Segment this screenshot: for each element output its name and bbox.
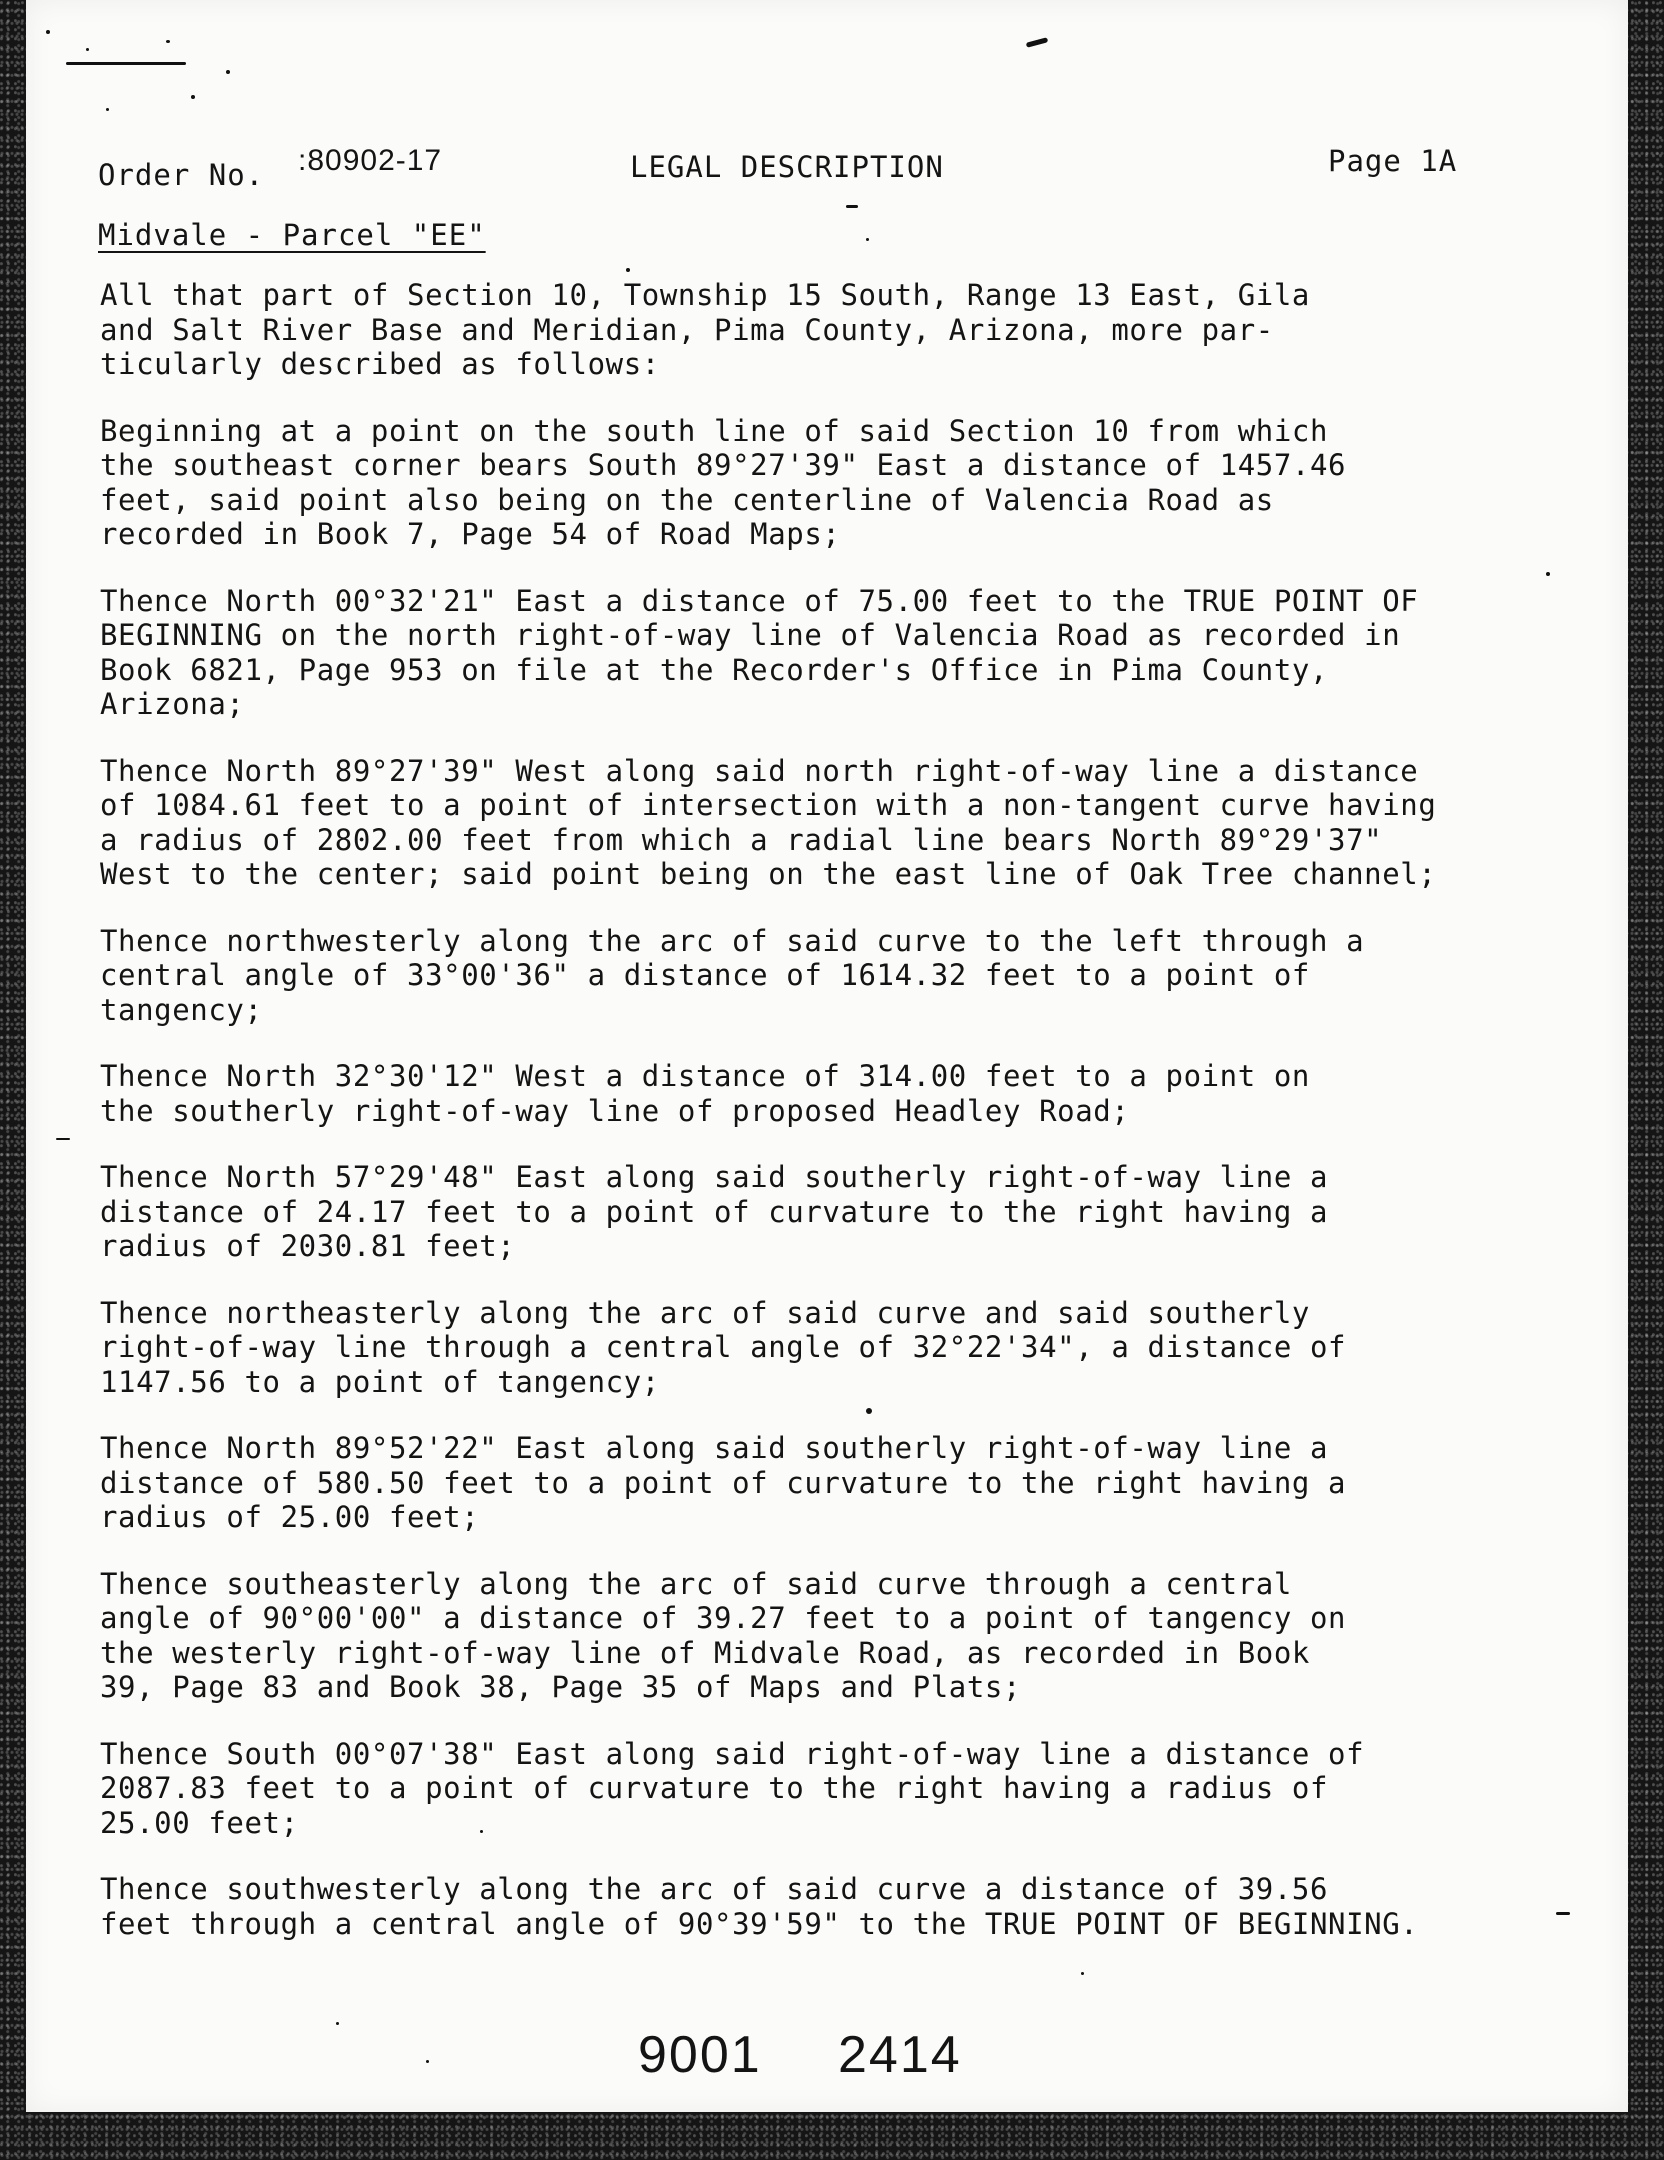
page-number: Page 1A: [1328, 144, 1458, 178]
scan-speck: [336, 2022, 339, 2025]
order-label: Order No.: [98, 158, 265, 192]
scan-speck: [846, 205, 858, 208]
paragraph: Beginning at a point on the south line of said Section 10 from which the southeast corner bears South 89°27'39" East a distance of 1457.46 feet, said point also being on the centerline of Valencia Road as recorded in Book 7, Page 54 of Road Maps;: [100, 413, 1347, 551]
recording-stamp-docket: 9001: [638, 2026, 762, 2084]
scan-speck: [166, 40, 170, 43]
paragraph: Thence southwesterly along the arc of said curve a distance of 39.56 feet through a central angle of 90°39'59" to the TRUE POINT OF BEGINNING.: [100, 1872, 1419, 1941]
document-header: [98, 144, 1478, 200]
paragraph: Thence northeasterly along the arc of said curve and said southerly right-of-way line through a central angle of 32°22'34", a distance of 1147.56 to a point of tangency;: [100, 1295, 1347, 1399]
scan-speck: [56, 1138, 70, 1140]
parcel-title: Midvale - Parcel "EE": [98, 218, 486, 252]
paragraph: Thence North 32°30'12" West a distance of 314.00 feet to a point on the southerly right-of-way line of proposed Headley Road;: [100, 1059, 1310, 1128]
paragraph: Thence North 57°29'48" East along said southerly right-of-way line a distance of 24.17 feet to a point of curvature to the right having a radius of 2030.81 feet;: [100, 1160, 1329, 1263]
paragraph: Thence North 89°52'22" East along said southerly right-of-way line a distance of 580.50 feet to a point of curvature to the right having a radius of 25.00 feet;: [100, 1431, 1347, 1534]
paragraph: Thence southeasterly along the arc of said curve through a central angle of 90°00'00" a distance of 39.27 feet to a point of tangency on the westerly right-of-way line of Midvale Road, as recorded in Book 39, Page 83 and Book 38, Page 35 of Maps and Plats;: [100, 1566, 1347, 1704]
recording-stamp-page: 2414: [838, 2026, 962, 2084]
scan-speck: [191, 95, 195, 99]
paragraph: All that part of Section 10, Township 15 South, Range 13 East, Gila and Salt River Base and Meridian, Pima County, Arizona, more par- ticularly described as follows:: [100, 278, 1310, 381]
document-title: LEGAL DESCRIPTION: [630, 150, 944, 184]
paragraph: Thence northwesterly along the arc of said curve to the left through a central angle of 33°00'36" a distance of 1614.32 feet to a point of tangency;: [100, 923, 1365, 1027]
scan-speck: [226, 70, 230, 74]
scan-speck: [426, 2060, 429, 2063]
scan-speck: [86, 48, 89, 51]
paragraph: Thence North 00°32'21" East a distance of 75.00 feet to the TRUE POINT OF BEGINNING on the north right-of-way line of Valencia Road as recorded in Book 6821, Page 953 on file at the Recorder's Office in Pima County, Arizona;: [100, 583, 1419, 721]
paragraph: Thence South 00°07'38" East along said right-of-way line a distance of 2087.83 feet to a point of curvature to the right having a radius of 25.00 feet;: [100, 1736, 1365, 1840]
scan-speck: [626, 268, 630, 272]
scan-speck: [1026, 37, 1049, 48]
paragraph: Thence North 89°27'39" West along said north right-of-way line a distance of 1084.61 feet to a point of intersection with a non-tangent curve having a radius of 2802.00 feet from which a radial line bears North 89°29'37" West to the center; said point being on the east line of Oak Tree channel;: [100, 753, 1437, 891]
scan-speck: [866, 238, 869, 241]
scan-speck: [66, 62, 186, 65]
order-number: :80902-17: [298, 144, 443, 177]
legal-description-body: [100, 278, 1580, 1973]
scan-speck: [106, 108, 109, 111]
scan-speck: [46, 30, 50, 34]
document-page: [26, 0, 1628, 2112]
